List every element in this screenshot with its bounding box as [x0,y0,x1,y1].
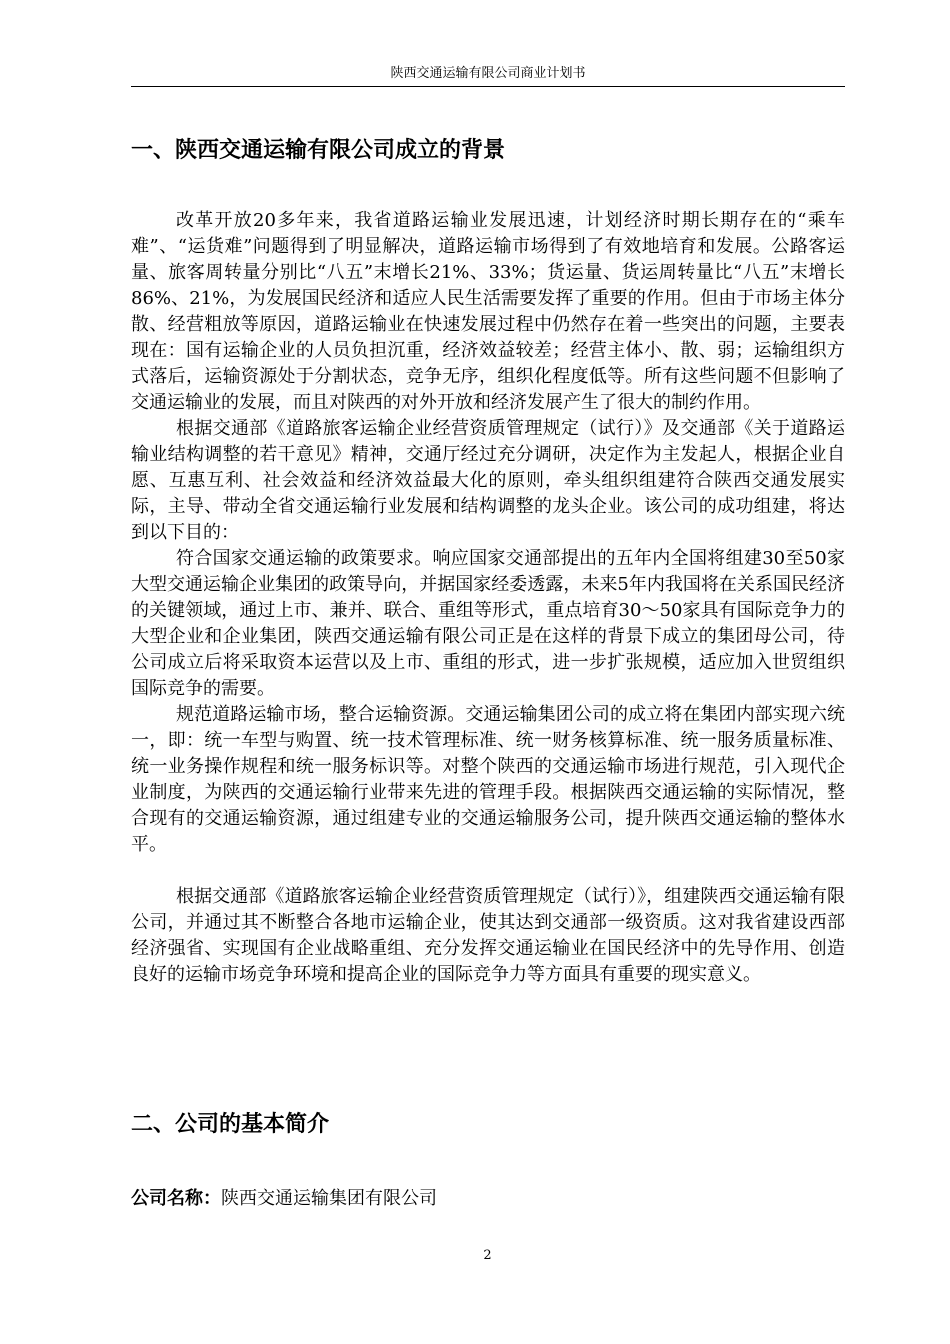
paragraph-market: 规范道路运输市场，整合运输资源。交通运输集团公司的成立将在集团内部实现六统一，即：统一车型与购置、统一技术管理标准、统一财务核算标准、统一服务质量标准、统一业务操作规程和统一服务标识等。对整个陕西的交通运输市场进行规范，引入现代企业制度，为陕西的交通运输行业带来先进的管理手段。根据陕西交通运输的实际情况，整合现有的交通运输资源，通过组建专业的交通运输服务公司，提升陕西交通运输的整体水平。 [131,704,845,855]
body-text [131,208,845,988]
company-name-value: 陕西交通运输集团有限公司 [221,1188,437,1209]
paragraph-purpose: 根据交通部《道路旅客运输企业经营资质管理规定（试行）》及交通部《关于道路运输业结构调整的若干意见》精神，交通厅经过充分调研，决定作为主发起人，根据企业自愿、互惠互利、社会效益和经济效益最大化的原则，牵头组织组建符合陕西交通发展实际，主导、带动全省交通运输行业发展和结构调整的龙头企业。该公司的成功组建，将达到以下目的： [131,418,845,543]
section-heading-background: 一、陕西交通运输有限公司成立的背景 [131,138,506,163]
company-name-label: 公司名称： [131,1188,221,1209]
paragraph-policy: 符合国家交通运输的政策要求。响应国家交通部提出的五年内全国将组建30至50家大型交通运输企业集团的政策导向，并据国家经委透露，未来5年内我国将在关系国民经济的关键领域，通过上市、兼并、联合、重组等形式，重点培育30～50家具有国际竞争力的大型企业和企业集团，陕西交通运输有限公司正是在这样的背景下成立的集团母公司，待公司成立后将采取资本运营以及上市、重组的形式，进一步扩张规模，适应加入世贸组织国际竞争的需要。 [131,548,845,699]
section-heading-overview: 二、公司的基本简介 [131,1112,330,1137]
paragraph-significance: 根据交通部《道路旅客运输企业经营资质管理规定（试行）》，组建陕西交通运输有限公司，并通过其不断整合各地市运输企业，使其达到交通部一级资质。这对我省建设西部经济强省、实现国有企业战略重组、充分发挥交通运输业在国民经济中的先导作用、创造良好的运输市场竞争环境和提高企业的国际竞争力等方面具有重要的现实意义。 [131,886,845,985]
page-number: 2 [483,1248,492,1263]
page-header: 陕西交通运输有限公司商业计划书 [131,66,845,87]
company-name-line [131,1186,437,1212]
paragraph-intro: 改革开放20多年来，我省道路运输业发展迅速，计划经济时期长期存在的“乘车难”、“运货难”问题得到了明显解决，道路运输市场得到了有效地培育和发展。公路客运量、旅客周转量分别比“八五”末增长21%、33%；货运量、货运周转量比“八五”末增长86%、21%，为发展国民经济和适应人民生活需要发挥了重要的作用。但由于市场主体分散、经营粗放等原因，道路运输业在快速发展过程中仍然存在着一些突出的问题，主要表现在：国有运输企业的人员负担沉重，经济效益较差；经营主体小、散、弱；运输组织方式落后，运输资源处于分割状态，竞争无序，组织化程度低等。所有这些问题不但影响了交通运输业的发展，而且对陕西的对外开放和经济发展产生了很大的制约作用。 [131,210,845,413]
